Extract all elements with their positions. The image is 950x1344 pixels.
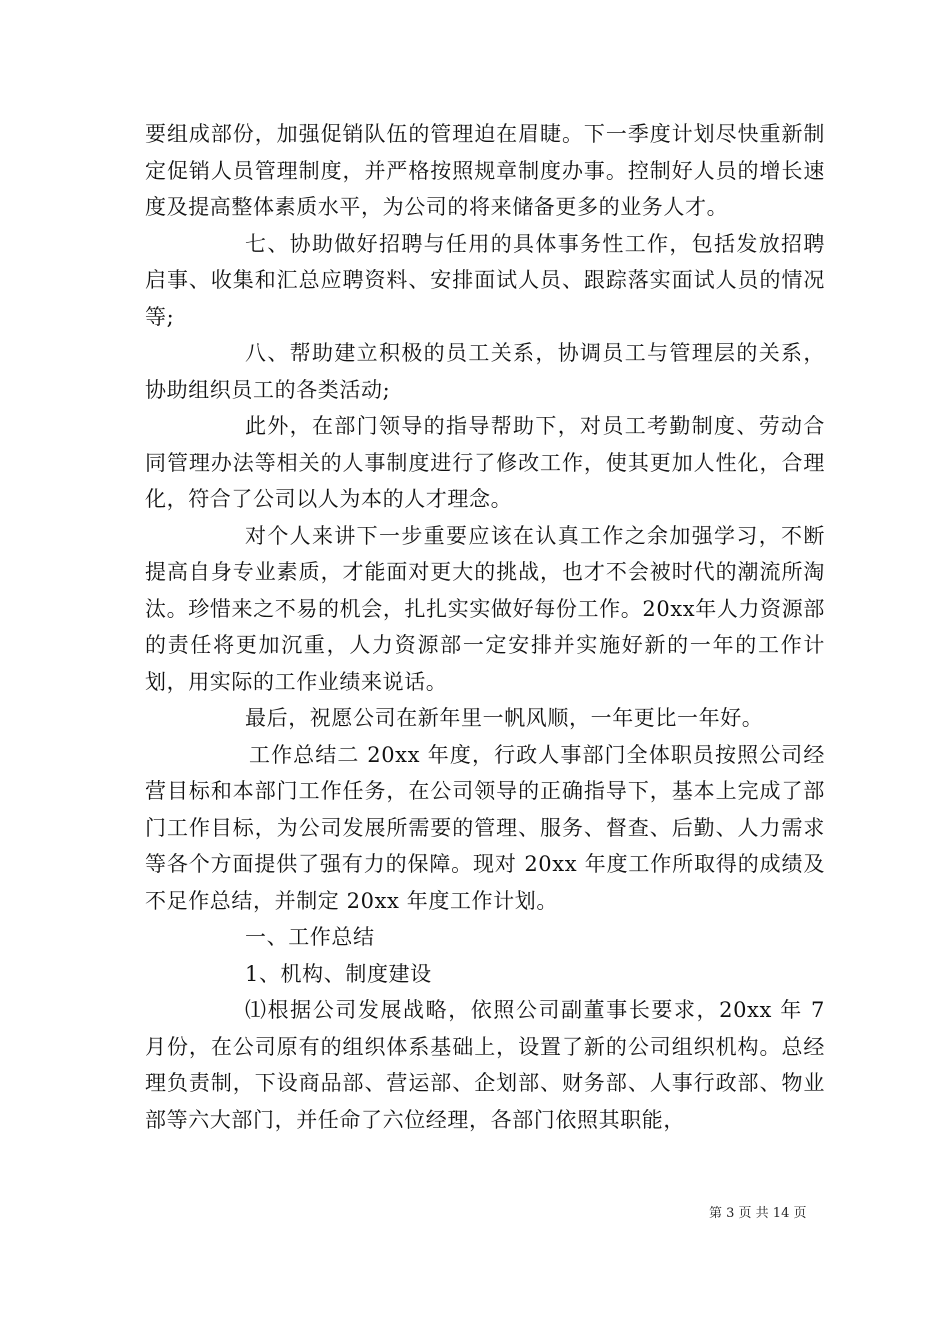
page-number-footer: 第 3 页 共 14 页 [709,1206,807,1221]
section-heading-work-summary: 一、工作总结 [245,925,375,949]
paragraph-item-eight: 八、帮助建立积极的员工关系，协调员工与管理层的关系，协助组织员工的各类活动; [145,341,825,402]
paragraph-personal-outlook: 对个人来讲下一步重要应该在认真工作之余加强学习，不断提高自身专业素质，才能面对更大的挑战，也才不会被时代的潮流所淘汰。珍惜来之不易的机会，扎扎实实做好每份工作。20xx年人力资源部的责任将更加沉重，人力资源部一定安排并实施好新的一年的工作计划，用实际的工作业绩来说话。 [145,523,825,694]
paragraph-continuation: 要组成部份，加强促销队伍的管理迫在眉睫。下一季度计划尽快重新制定促销人员管理制度，并严格按照规章制度办事。控制好人员的增长速度及提高整体素质水平，为公司的将来储备更多的业务人才。 [145,122,825,219]
document-body [145,116,825,1138]
paragraph-organization-structure: ⑴根据公司发展战略，依照公司副董事长要求，20xx 年 7 月份，在公司原有的组织体系基础上，设置了新的公司组织机构。总经理负责制，下设商品部、营运部、企划部、财务部、人事行政部、物业部等六大部门，并任命了六位经理，各部门依照其职能， [145,998,825,1132]
paragraph-summary-two-intro: 工作总结二 20xx 年度，行政人事部门全体职员按照公司经营目标和本部门工作任务，在公司领导的正确指导下，基本上完成了部门工作目标，为公司发展所需要的管理、服务、督查、后勤、人力需求等各个方面提供了强有力的保障。现对 20xx 年度工作所取得的成绩及不足作总结，并制定 20xx 年度工作计划。 [145,742,825,913]
subsection-heading-organization: 1、机构、制度建设 [245,961,432,986]
paragraph-closing-wish: 最后，祝愿公司在新年里一帆风顺，一年更比一年好。 [245,706,764,730]
paragraph-item-seven: 七、协助做好招聘与任用的具体事务性工作，包括发放招聘启事、收集和汇总应聘资料、安排面试人员、跟踪落实面试人员的情况等; [145,231,825,329]
paragraph-additionally: 此外，在部门领导的指导帮助下，对员工考勤制度、劳动合同管理办法等相关的人事制度进行了修改工作，使其更加人性化，合理化，符合了公司以人为本的人才理念。 [145,414,825,511]
